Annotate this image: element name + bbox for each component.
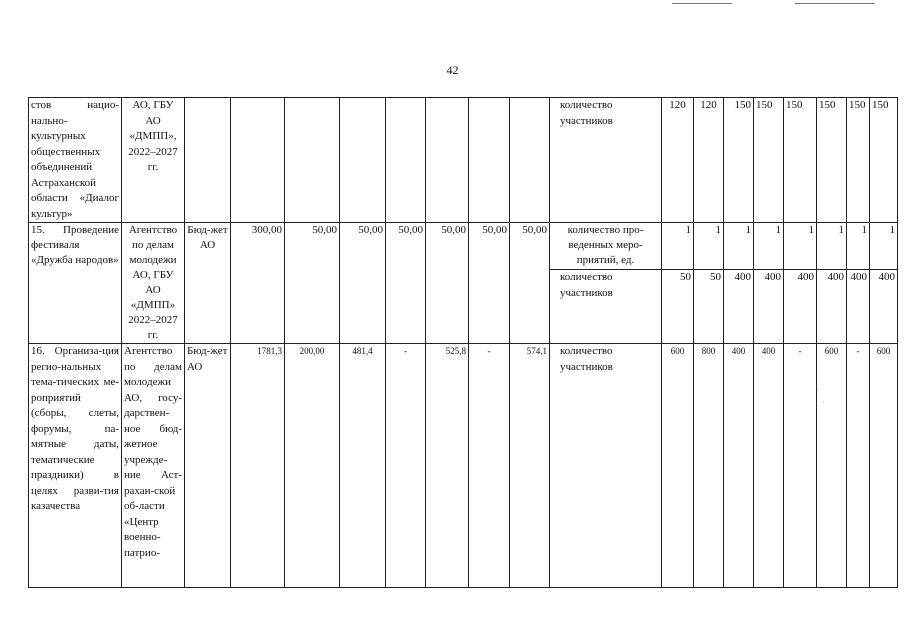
value-cell: 600 <box>870 344 898 588</box>
value-cell: 400 <box>724 270 754 344</box>
indicator-cell: количество участников <box>550 270 662 344</box>
finance-cell: 50,00 <box>285 223 340 344</box>
event-name-cell: 15. Проведение фестиваля «Дружба народов» <box>29 223 122 344</box>
finance-cell: 50,00 <box>386 223 426 344</box>
scan-speck: · <box>822 398 825 407</box>
value-cell: 1 <box>817 223 847 270</box>
value-cell: 50 <box>694 270 724 344</box>
value-cell: 150 <box>724 98 754 223</box>
source-cell <box>185 98 231 223</box>
source-cell: Бюд-жет АО <box>185 344 231 588</box>
finance-cell: 200,00 <box>285 344 340 588</box>
top-rule-left <box>672 3 732 4</box>
value-cell: 400 <box>784 270 817 344</box>
value-cell: - <box>847 344 870 588</box>
executor-cell: Агентство по делам молодежи АО, ГБУ АО «ДМПП» 2022–2027 гг. <box>122 223 185 344</box>
table-row-16 <box>29 344 898 588</box>
value-cell: 150 <box>817 98 847 223</box>
value-cell: 400 <box>847 270 870 344</box>
event-name-cell: стов нацио-нально-культурных общественных объединений Астраханской области «Диалог культур» <box>29 98 122 223</box>
value-cell: 1 <box>694 223 724 270</box>
value-cell: 400 <box>870 270 898 344</box>
value-cell: 400 <box>754 270 784 344</box>
table-row-15 <box>29 223 898 270</box>
event-name-cell: 16. Организа-ция регио-нальных тема-тических ме-роприятий (сборы, слеты, форумы, па-мятные даты, тематические праздники) в целях разви-тия казачества <box>29 344 122 588</box>
indicator-cell: количество участников <box>550 344 662 588</box>
source-cell: Бюд-жет АО <box>185 223 231 344</box>
finance-cell <box>340 98 386 223</box>
value-cell: 800 <box>694 344 724 588</box>
value-cell: - <box>784 344 817 588</box>
value-cell: 120 <box>694 98 724 223</box>
finance-cell <box>386 98 426 223</box>
value-cell: 150 <box>784 98 817 223</box>
finance-cell: - <box>469 344 510 588</box>
page-number: 42 <box>446 63 459 77</box>
finance-cell <box>469 98 510 223</box>
scan-speck: · <box>816 385 819 394</box>
finance-cell: 574,1 <box>510 344 550 588</box>
value-cell: 1 <box>784 223 817 270</box>
value-cell: 1 <box>870 223 898 270</box>
value-cell: 1 <box>754 223 784 270</box>
finance-cell <box>426 98 469 223</box>
value-cell: 1 <box>662 223 694 270</box>
value-cell: 120 <box>662 98 694 223</box>
value-cell: 150 <box>870 98 898 223</box>
executor-cell: Агентство по делам молодежи АО, госу-дарствен-ное бюд-жетное учрежде-ние Аст-рахан-ской об-ласти «Центр военно-патрио- <box>122 344 185 588</box>
finance-cell: 525,8 <box>426 344 469 588</box>
finance-cell <box>285 98 340 223</box>
finance-cell: 481,4 <box>340 344 386 588</box>
finance-cell: - <box>386 344 426 588</box>
indicator-cell: количество участников <box>550 98 662 223</box>
finance-cell <box>231 98 285 223</box>
value-cell: 150 <box>754 98 784 223</box>
finance-total-cell: 300,00 <box>231 223 285 344</box>
value-cell: 1 <box>724 223 754 270</box>
value-cell: 600 <box>662 344 694 588</box>
finance-cell: 50,00 <box>426 223 469 344</box>
finance-cell <box>510 98 550 223</box>
value-cell: 400 <box>724 344 754 588</box>
value-cell: 600 <box>817 344 847 588</box>
table-row-continuation <box>29 98 898 223</box>
value-cell: 400 <box>817 270 847 344</box>
finance-cell: 50,00 <box>340 223 386 344</box>
executor-cell: АО, ГБУ АО «ДМПП», 2022–2027 гг. <box>122 98 185 223</box>
finance-total-cell: 1781,3 <box>231 344 285 588</box>
value-cell: 50 <box>662 270 694 344</box>
indicator-cell: количество про-веденных меро-приятий, ед. <box>550 223 662 270</box>
value-cell: 400 <box>754 344 784 588</box>
finance-cell: 50,00 <box>510 223 550 344</box>
value-cell: 150 <box>847 98 870 223</box>
top-rule-right <box>795 3 875 4</box>
finance-cell: 50,00 <box>469 223 510 344</box>
program-table <box>28 97 898 588</box>
value-cell: 1 <box>847 223 870 270</box>
